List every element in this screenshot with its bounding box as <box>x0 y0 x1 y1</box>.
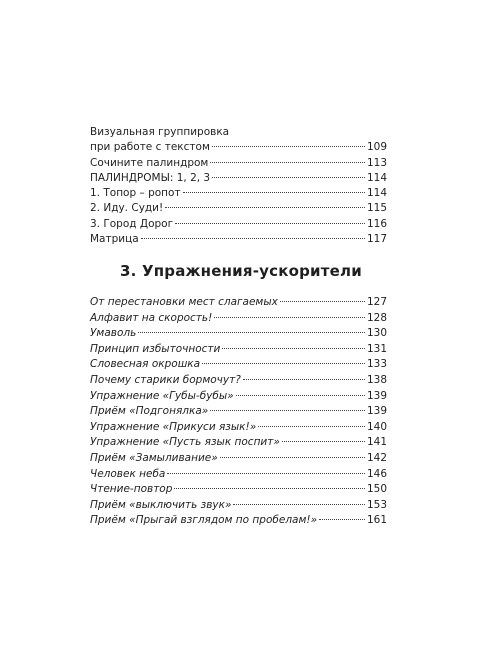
toc-entry-title: 3. Город Дорог <box>90 217 174 230</box>
dot-leader <box>212 177 365 178</box>
toc-entry-title: Почему старики бормочут? <box>90 373 241 386</box>
toc-entry-page: 139 <box>366 389 387 402</box>
toc-entry-title: при работе с текстом <box>90 141 210 154</box>
toc-entry <box>90 435 387 451</box>
dot-leader <box>202 363 365 364</box>
dot-leader <box>141 238 365 239</box>
toc-entry-page: 130 <box>366 327 387 340</box>
toc-entry-page: 161 <box>366 514 387 527</box>
toc-entry-page: 128 <box>366 311 387 324</box>
toc-entry-title-line <box>90 125 387 140</box>
dot-leader <box>174 488 365 489</box>
toc-entry-page: 150 <box>366 483 387 496</box>
toc-entry <box>90 482 387 498</box>
toc-entry <box>90 171 387 186</box>
section-heading: 3. Упражнения-ускорители <box>120 262 362 280</box>
dot-leader <box>214 317 365 318</box>
toc-entry <box>90 201 387 216</box>
toc-entry-page: 127 <box>366 296 387 308</box>
toc-entry-title: Человек неба <box>90 467 166 480</box>
toc-entry-title: Умаволь <box>90 327 137 340</box>
toc-entry-title: Чтение-повтор <box>90 483 173 496</box>
dot-leader <box>183 192 365 193</box>
toc-entry-page: 138 <box>366 373 387 386</box>
toc-bottom-list <box>90 295 387 529</box>
toc-entry-page: 117 <box>366 233 387 246</box>
toc-entry-title: Сочините палиндром <box>90 156 209 169</box>
dot-leader <box>282 441 365 442</box>
toc-entry-page: 139 <box>366 405 387 418</box>
toc-entry <box>90 498 387 514</box>
toc-entry-title: Приём «Замыливание» <box>90 451 218 464</box>
toc-entry <box>90 389 387 405</box>
toc-entry-page: 115 <box>366 202 387 215</box>
toc-entry <box>90 326 387 342</box>
toc-entry <box>90 140 387 155</box>
dot-leader <box>243 379 365 380</box>
toc-entry <box>90 232 387 247</box>
toc-entry <box>90 451 387 467</box>
toc-entry-title: 2. Иду. Суди! <box>90 202 164 215</box>
toc-entry <box>90 420 387 436</box>
dot-leader <box>165 207 365 208</box>
toc-entry-title: Алфавит на скорость! <box>90 311 213 324</box>
toc-entry <box>90 467 387 483</box>
toc-entry-title: Матрица <box>90 233 139 246</box>
dot-leader <box>258 426 365 427</box>
toc-entry-title: Приём «Подгонялка» <box>90 405 209 418</box>
dot-leader <box>210 162 365 163</box>
toc-entry <box>90 373 387 389</box>
toc-entry-page: 146 <box>366 467 387 480</box>
dot-leader <box>220 457 365 458</box>
dot-leader <box>236 395 365 396</box>
toc-entry-page: 133 <box>366 358 387 371</box>
toc-entry-page: 116 <box>366 217 387 230</box>
toc-entry <box>90 357 387 373</box>
toc-entry-page: 141 <box>366 436 387 449</box>
toc-entry <box>90 186 387 201</box>
dot-leader <box>222 348 365 349</box>
toc-entry <box>90 513 387 529</box>
toc-entry-title: ПАЛИНДРОМЫ: 1, 2, 3 <box>90 171 211 184</box>
dot-leader <box>280 301 365 302</box>
toc-entry-title: Словесная окрошка <box>90 358 201 371</box>
toc-entry-title: Принцип избыточности <box>90 342 221 355</box>
dot-leader <box>319 519 365 520</box>
dot-leader <box>167 473 365 474</box>
dot-leader <box>138 332 365 333</box>
toc-entry-title: Приём «Прыгай взглядом по пробелам!» <box>90 514 318 527</box>
toc-entry-page: 114 <box>366 187 387 200</box>
toc-entry <box>90 311 387 327</box>
toc-entry-page: 153 <box>366 498 387 511</box>
dot-leader <box>212 146 365 147</box>
toc-entry <box>90 217 387 232</box>
toc-entry <box>90 156 387 171</box>
toc-entry <box>90 295 387 311</box>
dot-leader <box>233 504 365 505</box>
toc-top-list <box>90 125 387 247</box>
toc-entry-page: 131 <box>366 342 387 355</box>
toc-entry-page: 109 <box>366 141 387 154</box>
toc-entry <box>90 404 387 420</box>
toc-entry-title: От перестановки мест слагаемых <box>90 296 278 308</box>
toc-entry-page: 114 <box>366 171 387 184</box>
dot-leader <box>210 410 365 411</box>
toc-entry-title: Визуальная группировка <box>90 126 230 138</box>
toc-entry-title: Упражнение «Прикуси язык!» <box>90 420 257 433</box>
toc-entry-page: 113 <box>366 156 387 169</box>
toc-entry-page: 142 <box>366 451 387 464</box>
toc-entry <box>90 342 387 358</box>
toc-entry-title: 1. Топор – ропот <box>90 187 181 200</box>
toc-entry-title: Приём «выключить звук» <box>90 498 232 511</box>
toc-entry-page: 140 <box>366 420 387 433</box>
toc-entry-title: Упражнение «Пусть язык поспит» <box>90 436 280 449</box>
toc-entry-title: Упражнение «Губы-бубы» <box>90 389 234 402</box>
dot-leader <box>175 223 365 224</box>
